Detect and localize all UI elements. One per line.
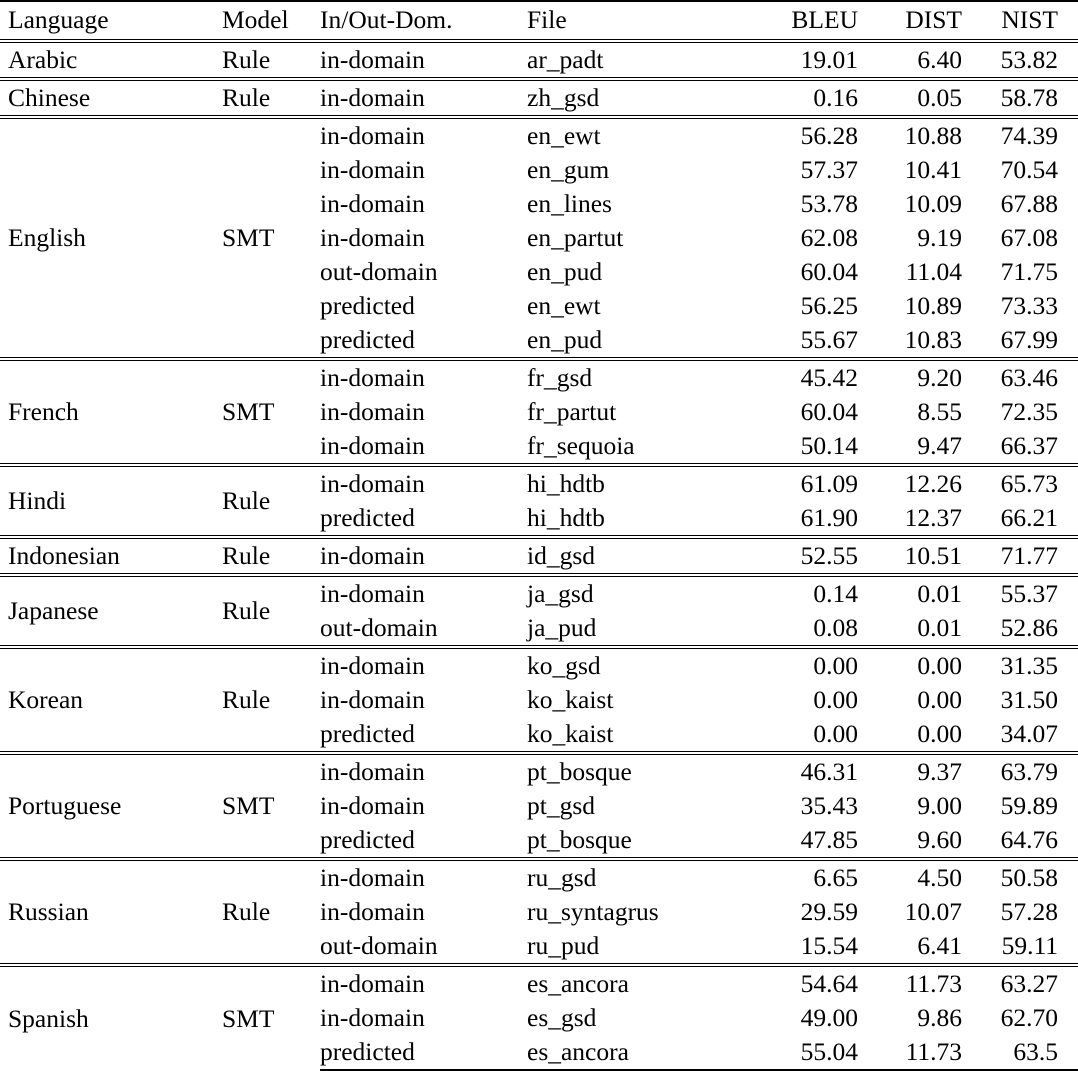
cell-dist: 11.73 <box>858 1035 962 1070</box>
cell-language: Korean <box>0 647 222 753</box>
cell-dist: 9.86 <box>917 1003 962 1033</box>
cell-nist: 53.82 <box>1000 45 1058 75</box>
cell-domain: in-domain <box>320 859 527 895</box>
cell-domain: out-domain <box>320 613 438 643</box>
cell-nist: 71.75 <box>1000 257 1058 287</box>
cell-domain: in-domain <box>320 1003 425 1033</box>
cell-dist: 10.07 <box>904 897 962 927</box>
cell-file: fr_partut <box>527 397 617 427</box>
cell-nist: 63.46 <box>962 359 1078 395</box>
cell-bleu: 50.14 <box>800 431 858 461</box>
cell-dist: 0.01 <box>858 575 962 611</box>
cell-bleu: 0.00 <box>813 685 858 715</box>
cell-model: SMT <box>222 965 320 1070</box>
cell-domain: out-domain <box>320 257 438 287</box>
cell-nist: 63.27 <box>962 965 1078 1001</box>
cell-model: SMT <box>222 753 320 859</box>
cell-model: Rule <box>222 79 320 117</box>
cell-file: ko_kaist <box>527 685 614 715</box>
cell-nist: 72.35 <box>1000 397 1058 427</box>
cell-nist: 63.79 <box>962 753 1078 789</box>
cell-language: Portuguese <box>0 753 222 859</box>
table-body <box>0 41 1078 1070</box>
cell-domain: out-domain <box>320 931 438 961</box>
cell-bleu: 55.04 <box>748 1035 858 1070</box>
cell-domain: in-domain <box>320 897 425 927</box>
cell-file: ru_pud <box>527 931 600 961</box>
cell-bleu: 0.16 <box>748 79 858 117</box>
cell-file: en_ewt <box>527 291 601 321</box>
cell-nist: 73.33 <box>1000 291 1058 321</box>
cell-model: SMT <box>222 117 320 359</box>
table-row <box>0 575 1078 611</box>
cell-language: Japanese <box>0 575 222 647</box>
cell-domain: in-domain <box>320 155 425 185</box>
cell-bleu: 60.04 <box>800 397 858 427</box>
cell-dist: 10.09 <box>904 189 962 219</box>
cell-nist: 31.50 <box>1000 685 1058 715</box>
cell-domain: in-domain <box>320 359 527 395</box>
cell-bleu: 60.04 <box>800 257 858 287</box>
cell-file: ru_gsd <box>527 859 748 895</box>
cell-nist: 70.54 <box>1000 155 1058 185</box>
cell-dist: 0.00 <box>858 647 962 683</box>
cell-bleu: 53.78 <box>800 189 858 219</box>
cell-file: pt_bosque <box>527 825 632 855</box>
cell-domain: in-domain <box>320 223 425 253</box>
cell-dist: 12.26 <box>858 465 962 501</box>
cell-file: pt_gsd <box>527 791 596 821</box>
cell-file: ja_pud <box>527 613 597 643</box>
cell-nist: 34.07 <box>1000 719 1058 749</box>
cell-domain: in-domain <box>320 791 425 821</box>
cell-file: ko_kaist <box>527 719 614 749</box>
cell-bleu: 56.28 <box>748 117 858 153</box>
cell-model: Rule <box>222 575 320 647</box>
cell-file: en_partut <box>527 223 624 253</box>
cell-dist: 0.00 <box>917 685 962 715</box>
table-row <box>0 537 1078 575</box>
cell-file: es_gsd <box>527 1003 597 1033</box>
cell-language: Indonesian <box>0 537 222 575</box>
cell-bleu: 46.31 <box>748 753 858 789</box>
cell-dist: 10.89 <box>904 291 962 321</box>
cell-file: hi_hdtb <box>527 465 748 501</box>
cell-nist: 65.73 <box>962 465 1078 501</box>
cell-domain: in-domain <box>320 965 527 1001</box>
cell-domain: predicted <box>320 325 415 355</box>
cell-file: en_pud <box>527 325 603 355</box>
cell-domain: in-domain <box>320 189 425 219</box>
cell-nist: 63.5 <box>962 1035 1078 1070</box>
cell-nist: 67.88 <box>1000 189 1058 219</box>
column-header-nist: NIST <box>1001 4 1058 34</box>
cell-bleu: 47.85 <box>800 825 858 855</box>
cell-bleu: 45.42 <box>748 359 858 395</box>
cell-bleu: 0.00 <box>813 719 858 749</box>
cell-bleu: 35.43 <box>800 791 858 821</box>
cell-dist: 9.37 <box>858 753 962 789</box>
cell-bleu: 52.55 <box>748 537 858 575</box>
cell-nist: 59.89 <box>1000 791 1058 821</box>
cell-domain: in-domain <box>320 537 527 575</box>
cell-dist: 8.55 <box>917 397 962 427</box>
cell-dist: 11.04 <box>905 257 962 287</box>
cell-nist: 71.77 <box>962 537 1078 575</box>
cell-nist: 66.37 <box>1000 431 1058 461</box>
cell-language: Chinese <box>0 79 222 117</box>
cell-language: English <box>0 117 222 359</box>
cell-bleu: 0.14 <box>748 575 858 611</box>
cell-domain: in-domain <box>320 397 425 427</box>
cell-file: en_ewt <box>527 117 748 153</box>
cell-file: fr_sequoia <box>527 431 635 461</box>
cell-bleu: 54.64 <box>748 965 858 1001</box>
cell-nist: 66.21 <box>1000 503 1058 533</box>
cell-dist: 0.00 <box>917 719 962 749</box>
cell-dist: 12.37 <box>904 503 962 533</box>
table-row <box>0 965 1078 1001</box>
cell-model: Rule <box>222 537 320 575</box>
cell-domain: predicted <box>320 1035 527 1070</box>
cell-dist: 9.47 <box>917 431 962 461</box>
cell-domain: in-domain <box>320 465 527 501</box>
cell-bleu: 61.09 <box>748 465 858 501</box>
cell-nist: 62.70 <box>1000 1003 1058 1033</box>
cell-model: SMT <box>222 359 320 465</box>
cell-dist: 9.00 <box>917 791 962 821</box>
cell-file: hi_hdtb <box>527 503 605 533</box>
cell-domain: in-domain <box>320 753 527 789</box>
cell-file: pt_bosque <box>527 753 748 789</box>
cell-language: Arabic <box>8 45 78 75</box>
cell-dist: 9.19 <box>917 223 962 253</box>
column-header-file: File <box>527 4 567 34</box>
column-header-domain: In/Out-Dom. <box>320 4 453 34</box>
cell-model: Rule <box>222 465 320 537</box>
cell-domain: predicted <box>320 291 415 321</box>
cell-bleu: 29.59 <box>800 897 858 927</box>
cell-nist: 67.08 <box>1000 223 1058 253</box>
cell-domain: in-domain <box>320 647 527 683</box>
cell-bleu: 6.65 <box>748 859 858 895</box>
cell-bleu: 61.90 <box>800 503 858 533</box>
cell-file: en_lines <box>527 189 612 219</box>
table-header <box>0 1 1078 41</box>
cell-domain: in-domain <box>320 431 425 461</box>
cell-language: Spanish <box>0 965 222 1070</box>
cell-nist: 67.99 <box>1000 325 1058 355</box>
cell-file: es_ancora <box>527 965 748 1001</box>
table-header-row <box>0 1 1078 41</box>
cell-file: ja_gsd <box>527 575 748 611</box>
cell-file: id_gsd <box>527 537 748 575</box>
cell-file: fr_gsd <box>527 359 748 395</box>
cell-dist: 11.73 <box>858 965 962 1001</box>
cell-nist: 74.39 <box>962 117 1078 153</box>
cell-nist: 31.35 <box>962 647 1078 683</box>
cell-language: Russian <box>0 859 222 965</box>
column-header-bleu: BLEU <box>791 4 858 34</box>
table-row <box>0 79 1078 117</box>
column-header-language: Language <box>8 4 109 34</box>
cell-domain: in-domain <box>320 575 527 611</box>
cell-domain: in-domain <box>320 79 527 117</box>
cell-file: ko_gsd <box>527 647 748 683</box>
cell-nist: 57.28 <box>1000 897 1058 927</box>
cell-domain: in-domain <box>320 685 425 715</box>
table-row <box>0 859 1078 895</box>
cell-model: Rule <box>222 45 271 75</box>
cell-nist: 58.78 <box>962 79 1078 117</box>
cell-bleu: 0.00 <box>748 647 858 683</box>
table-row <box>0 465 1078 501</box>
cell-domain: predicted <box>320 825 415 855</box>
cell-file: en_gum <box>527 155 610 185</box>
column-header-model: Model <box>222 4 289 34</box>
cell-dist: 0.05 <box>858 79 962 117</box>
cell-dist: 10.41 <box>904 155 962 185</box>
cell-file: es_ancora <box>527 1035 748 1070</box>
column-header-dist: DIST <box>905 4 962 34</box>
cell-dist: 0.01 <box>917 613 962 643</box>
cell-domain: predicted <box>320 503 415 533</box>
cell-bleu: 0.08 <box>813 613 858 643</box>
cell-nist: 59.11 <box>1001 931 1058 961</box>
cell-dist: 9.60 <box>917 825 962 855</box>
cell-nist: 55.37 <box>962 575 1078 611</box>
cell-model: Rule <box>222 859 320 965</box>
cell-dist: 6.41 <box>917 931 962 961</box>
cell-domain: in-domain <box>320 45 425 75</box>
table-row <box>0 753 1078 789</box>
cell-dist: 9.20 <box>858 359 962 395</box>
cell-nist: 52.86 <box>1000 613 1058 643</box>
cell-bleu: 49.00 <box>800 1003 858 1033</box>
cell-file: ar_padt <box>527 45 604 75</box>
cell-bleu: 56.25 <box>800 291 858 321</box>
cell-file: ru_syntagrus <box>527 897 659 927</box>
cell-domain: in-domain <box>320 117 527 153</box>
table-row <box>0 41 1078 79</box>
cell-bleu: 19.01 <box>800 45 858 75</box>
cell-dist: 4.50 <box>858 859 962 895</box>
cell-file: zh_gsd <box>527 79 748 117</box>
cell-dist: 10.51 <box>858 537 962 575</box>
cell-domain: predicted <box>320 719 415 749</box>
table-row <box>0 359 1078 395</box>
cell-dist: 10.83 <box>904 325 962 355</box>
cell-model: Rule <box>222 647 320 753</box>
cell-language: Hindi <box>0 465 222 537</box>
cell-language: French <box>0 359 222 465</box>
cell-bleu: 15.54 <box>800 931 858 961</box>
cell-bleu: 55.67 <box>800 325 858 355</box>
cell-dist: 6.40 <box>917 45 962 75</box>
cell-dist: 10.88 <box>858 117 962 153</box>
table-row <box>0 117 1078 153</box>
cell-nist: 50.58 <box>962 859 1078 895</box>
cell-nist: 64.76 <box>1000 825 1058 855</box>
cell-bleu: 57.37 <box>800 155 858 185</box>
cell-file: en_pud <box>527 257 603 287</box>
cell-bleu: 62.08 <box>800 223 858 253</box>
table-row <box>0 647 1078 683</box>
